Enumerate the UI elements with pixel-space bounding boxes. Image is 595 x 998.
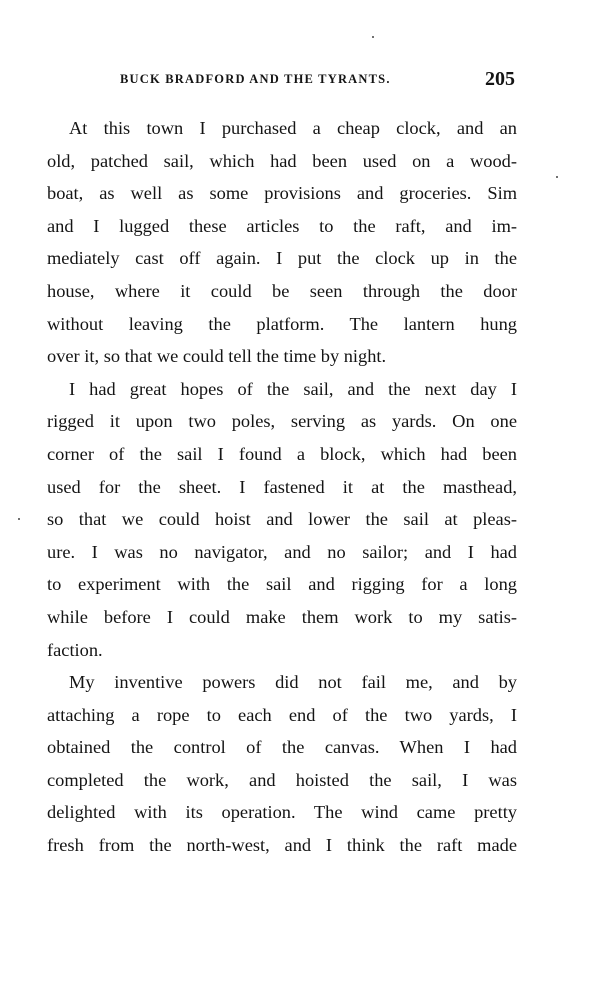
text-line: At this town I purchased a cheap clock, and an [69, 118, 517, 138]
text-line: to experiment with the sail and rigging for a long [47, 574, 517, 595]
text-line: boat, as well as some provisions and groceries. Sim [47, 183, 517, 204]
text-line: obtained the control of the canvas. When I had [47, 737, 517, 758]
text-line: I had great hopes of the sail, and the next day I [69, 378, 517, 399]
page-number: 205 [485, 68, 515, 90]
paragraph-2 [47, 373, 517, 666]
running-title: BUCK BRADFORD AND THE TYRANTS. [120, 72, 391, 86]
scan-speck [556, 176, 558, 178]
paragraph-3 [47, 666, 517, 862]
text-line: ure. I was no navigator, and no sailor; and I had [47, 541, 517, 562]
text-line: faction. [47, 639, 103, 660]
text-line: while before I could make them work to my satis- [47, 606, 517, 627]
text-line: fresh from the north-west, and I think the raft made [47, 835, 517, 856]
paragraph-1 [47, 112, 517, 373]
text-line: completed the work, and hoisted the sail, I was [47, 769, 517, 790]
text-line: delighted with its operation. The wind came pretty [47, 802, 517, 823]
text-line: mediately cast off again. I put the clock up in the [47, 248, 517, 269]
text-line: rigged it upon two poles, serving as yards. On one [47, 411, 517, 432]
text-line: old, patched sail, which had been used on a wood- [47, 150, 517, 171]
text-line: and I lugged these articles to the raft, and im- [47, 215, 517, 236]
text-line: used for the sheet. I fastened it at the masthead, [47, 476, 517, 497]
text-line: so that we could hoist and lower the sail at pleas- [47, 509, 517, 530]
text-line: attaching a rope to each end of the two yards, I [47, 704, 517, 725]
scan-speck [372, 36, 374, 38]
scan-speck [18, 518, 20, 520]
body-text [47, 112, 517, 862]
text-line: My inventive powers did not fail me, and by [69, 672, 517, 693]
running-head [120, 68, 515, 92]
text-line: corner of the sail I found a block, which had been [47, 443, 517, 464]
text-line: house, where it could be seen through the door [47, 280, 517, 301]
text-line: over it, so that we could tell the time by night. [47, 346, 387, 367]
text-line: without leaving the platform. The lantern hung [47, 313, 517, 334]
